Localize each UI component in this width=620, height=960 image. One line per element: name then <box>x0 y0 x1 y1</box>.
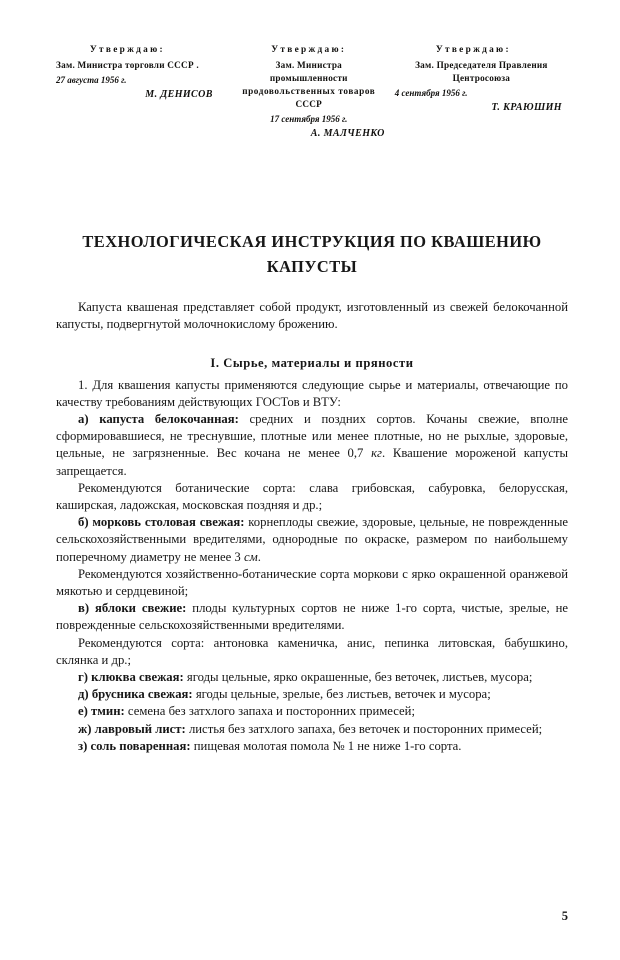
item-d-text: ягоды цельные, зрелые, без листьев, веточек и мусора; <box>192 687 491 702</box>
recommended-cabbage-varieties: Рекомендуются ботанические сорта: слава грибовская, сабуровка, белорусская, каширская, ладожская, московская поздняя и др.; <box>56 480 568 513</box>
approval-office-line: Зам. Министра торговли СССР . <box>56 60 199 71</box>
item-z-label: з) соль поваренная: <box>78 738 191 753</box>
page-number: 5 <box>561 909 568 923</box>
approval-office-line: промышленности <box>269 73 348 84</box>
item-v-apples <box>56 600 568 634</box>
recommended-carrot-varieties: Рекомендуются хозяйственно-ботанические сорта моркови с ярко окрашенной оранжевой мякотью и сердцевиной; <box>56 566 568 599</box>
item-d-label: д) брусника свежая: <box>78 687 193 702</box>
recommended-apple-varieties: Рекомендуются сорта: антоновка каменичка, анис, пепинка литовская, бабушкино, склянка и др.; <box>56 635 568 667</box>
approval-signatory: А. МАЛЧЕНКО <box>310 128 385 140</box>
page-title-line-1: ТЕХНОЛОГИЧЕСКАЯ ИНСТРУКЦИЯ ПО КВАШЕНИЮ <box>82 232 542 251</box>
approval-office-line: Центросоюза <box>452 73 511 84</box>
item-b-carrot <box>56 514 568 566</box>
approval-date: 4 сентября 1956 г. <box>394 88 468 99</box>
approval-date: 27 августа 1956 г. <box>56 75 127 86</box>
item-a-text-end: . Квашение мороженой капусты запрещается. <box>56 446 568 478</box>
approval-block-centrosoyuz <box>395 44 568 115</box>
approval-word: Утверждаю: <box>435 45 511 55</box>
item-a-cabbage <box>56 411 568 480</box>
approval-office-line: Зам. Министра <box>275 60 343 71</box>
item-e-text: семена без затхлого запаха и посторонних примесей; <box>124 704 415 719</box>
item-zh-label: ж) лавровый лист: <box>78 721 186 736</box>
item-v-text: плоды культурных сортов не ниже 1-го сорта, чистые, зрелые, не поврежденные сельскохозяйственными вредителями. <box>56 601 568 633</box>
item-zh-text: листья без затхлого запаха, без веточек и посторонних примесей; <box>185 721 543 736</box>
item-z-text: пищевая молотая помола № 1 не ниже 1-го сорта. <box>190 738 462 753</box>
item-a-text: средних и поздних сортов. Кочаны свежие, вполне сформировавшиеся, не треснувшие, плотные или менее плотные, но не рыхлые, здоровые, цельные, не загрязненные. Вес кочана не менее 0,7 <box>56 412 568 461</box>
approval-block-food-industry-ministry <box>229 44 389 141</box>
approval-word: Утверждаю: <box>89 45 165 55</box>
item-e-caraway <box>56 703 568 720</box>
page-title-line-2: КАПУСТЫ <box>266 256 358 276</box>
item-b-text-end: . <box>257 549 261 564</box>
item-z-salt <box>56 738 568 755</box>
approval-signatory: М. ДЕНИСОВ <box>145 89 213 101</box>
item-e-label: е) тмин: <box>78 704 125 719</box>
page-title <box>56 230 568 279</box>
approval-office-line: Зам. Председателя Правления <box>415 60 548 71</box>
item-g-cranberry <box>56 669 568 686</box>
approval-word: Утверждаю: <box>271 45 347 55</box>
item-v-label: в) яблоки свежие: <box>78 601 187 616</box>
item-b-unit: см <box>243 549 258 564</box>
paragraph-1: 1. Для квашения капусты применяются следующие сырье и материалы, отвечающие по качеству требованиям действующих ГОСТов и ВТУ: <box>56 377 568 409</box>
approvals-header <box>56 44 568 152</box>
item-d-lingonberry <box>56 686 568 703</box>
item-b-text: корнеплоды свежие, здоровые, цельные, не поврежденные сельскохозяйственными вредителями, однородные по окраске, размером по наибольшему поперечному диаметру не менее 3 <box>56 515 568 564</box>
item-zh-bay-leaf <box>56 721 568 738</box>
approval-block-trade-ministry <box>56 44 225 102</box>
approval-signatory: Т. КРАЮШИН <box>491 102 562 114</box>
approval-date: 17 сентября 1956 г. <box>270 114 348 125</box>
item-a-label: а) капуста белокочанная: <box>78 412 239 427</box>
item-b-label: б) морковь столовая свежая: <box>78 515 245 530</box>
section-heading-raw-materials: I. Сырье, материалы и пряности <box>210 355 414 370</box>
intro-paragraph: Капуста квашеная представляет собой продукт, изготовленный из свежей белокочанной капусты, подвергнутой молочнокислому брожению. <box>56 300 568 332</box>
approval-office-line: СССР <box>295 99 323 110</box>
item-a-unit: кг <box>371 446 382 461</box>
approval-office-line: продовольственных товаров <box>242 86 376 97</box>
item-g-text: ягоды цельные, ярко окрашенные, без веточек, листьев, мусора; <box>183 670 533 685</box>
item-g-label: г) клюква свежая: <box>78 670 184 685</box>
